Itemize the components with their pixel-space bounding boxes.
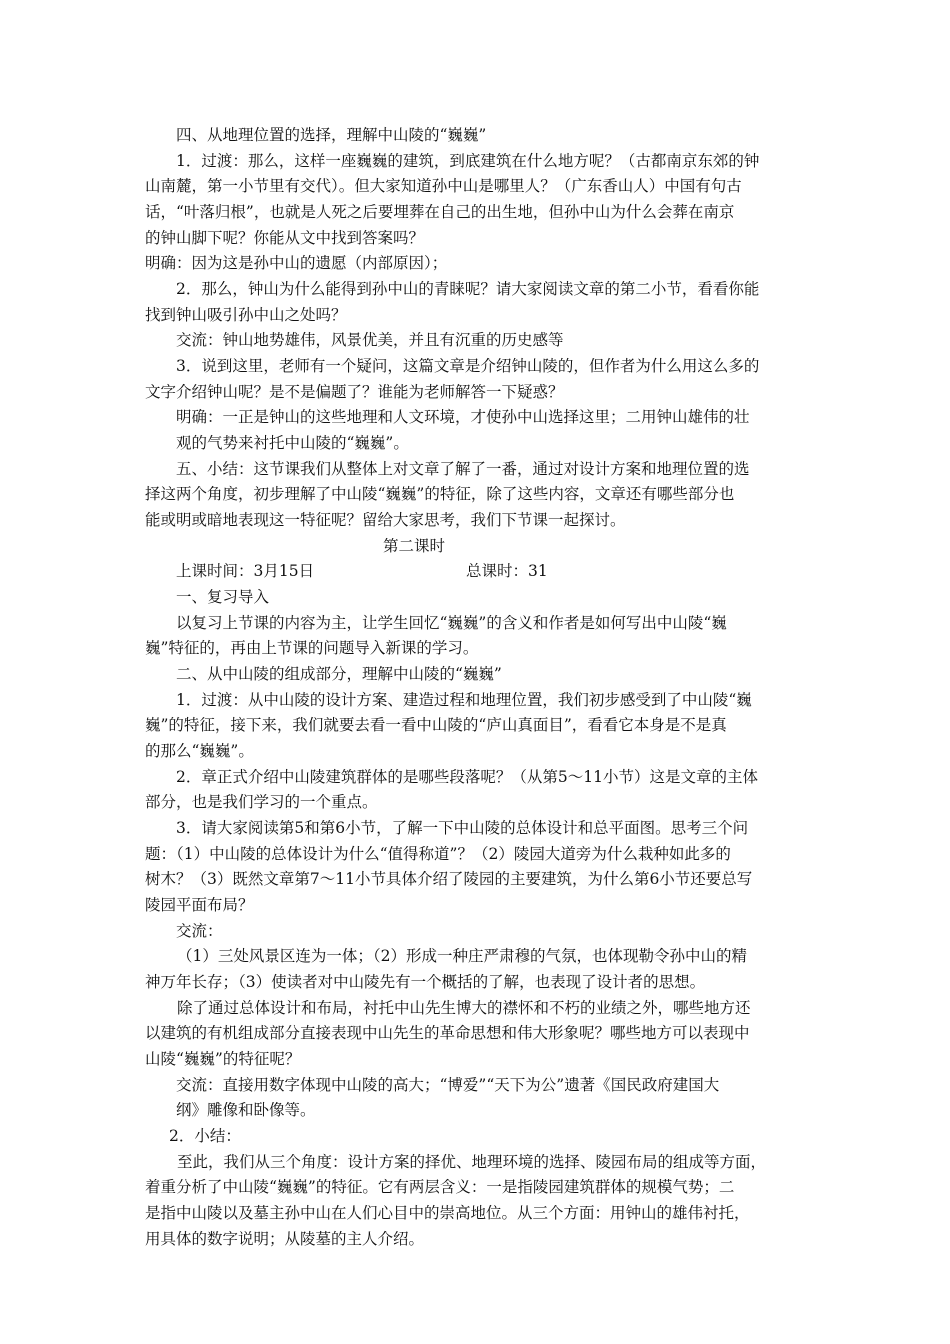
paragraph-line: 3．请大家阅读第5和第6小节，了解一下中山陵的总体设计和总平面图。思考三个问: [176, 819, 749, 837]
section-heading-4: 四、从地理位置的选择，理解中山陵的“巍巍”: [176, 126, 487, 144]
paragraph-line: 除了通过总体设计和布局，衬托中山先生博大的襟怀和不朽的业绩之外，哪些地方还: [177, 999, 751, 1017]
paragraph-line: 的钟山脚下呢？你能从文中找到答案吗？: [145, 229, 425, 247]
section-heading-2: 二、从中山陵的组成部分，理解中山陵的“巍巍”: [176, 665, 502, 683]
summary-label: 2．小结：: [169, 1127, 241, 1145]
paragraph-line: 部分，也是我们学习的一个重点。: [145, 793, 378, 811]
paragraph-line: 2．章正式介绍中山陵建筑群体的是哪些段落呢？（从第5～11小节）这是文章的主体: [176, 768, 758, 786]
section-heading-1: 一、复习导入: [176, 588, 270, 606]
paragraph-line: 1．过渡：那么，这样一座巍巍的建筑，到底建筑在什么地方呢？（古都南京东郊的钟: [176, 152, 760, 170]
paragraph-line: 树木？（3）既然文章第7～11小节具体介绍了陵园的主要建筑，为什么第6小节还要总写: [145, 870, 753, 888]
paragraph-line: 纲》雕像和卧像等。: [176, 1101, 316, 1119]
paragraph-line: 1．过渡：从中山陵的设计方案、建造过程和地理位置，我们初步感受到了中山陵“巍: [176, 691, 752, 709]
paragraph-line: 3．说到这里，老师有一个疑问，这篇文章是介绍钟山陵的，但作者为什么用这么多的: [176, 357, 760, 375]
total-periods: 总课时：31: [466, 562, 548, 580]
exchange-label: 交流：: [176, 922, 223, 940]
paragraph-line: 巍”特征的，再由上节课的问题导入新课的学习。: [145, 639, 479, 657]
paragraph-line: 题：（1）中山陵的总体设计为什么“值得称道”？（2）陵园大道旁为什么栽种如此多的: [145, 845, 731, 863]
class-date: 上课时间：3月15日: [176, 562, 315, 580]
paragraph-line: 以建筑的有机组成部分直接表现中山先生的革命思想和伟大形象呢？哪些地方可以表现中: [145, 1024, 750, 1042]
paragraph-line: 用具体的数字说明；从陵墓的主人介绍。: [145, 1230, 425, 1248]
paragraph-line: 观的气势来衬托中山陵的“巍巍”。: [176, 434, 409, 452]
paragraph-line: 找到钟山吸引孙中山之处吗？: [145, 306, 347, 324]
paragraph-line: （1）三处风景区连为一体；（2）形成一种庄严肃穆的气氛，也体现勒令孙中山的精: [177, 947, 747, 965]
paragraph-line: 山南麓，第一小节里有交代）。但大家知道孙中山是哪里人？（广东香山人）中国有句古: [145, 177, 742, 195]
paragraph-line: 以复习上节课的内容为主，让学生回忆“巍巍”的含义和作者是如何写出中山陵“巍: [176, 614, 727, 632]
paragraph-line: 交流：直接用数字体现中山陵的高大；“博爱”“天下为公”遗著《国民政府建国大: [176, 1076, 720, 1094]
paragraph-line: 话，“叶落归根”，也就是人死之后要埋葬在自己的出生地，但孙中山为什么会葬在南京: [145, 203, 735, 221]
paragraph-line: 神万年长存；（3）使读者对中山陵先有一个概括的了解，也表现了设计者的思想。: [145, 973, 706, 991]
paragraph-line: 陵园平面布局？: [145, 896, 254, 914]
paragraph-line: 明确：因为这是孙中山的遗愿（内部原因）；: [145, 254, 448, 272]
paragraph-line: 是指中山陵以及墓主孙中山在人们心目中的崇高地位。从三个方面：用钟山的雄伟衬托，: [145, 1204, 750, 1222]
paragraph-line: 交流：钟山地势雄伟，风景优美，并且有沉重的历史感等: [176, 331, 564, 349]
paragraph-line: 巍”的特征，接下来，我们就要去看一看中山陵的“庐山真面目”，看看它本身是不是真: [145, 716, 727, 734]
section-heading-5: 五、小结：这节课我们从整体上对文章了解了一番，通过对设计方案和地理位置的选: [176, 460, 750, 478]
paragraph-line: 着重分析了中山陵“巍巍”的特征。它有两层含义：一是指陵园建筑群体的规模气势；二: [145, 1178, 735, 1196]
paragraph-line: 能或明或暗地表现这一特征呢？留给大家思考，我们下节课一起探讨。: [145, 511, 626, 529]
paragraph-line: 文字介绍钟山呢？是不是偏题了？谁能为老师解答一下疑惑？: [145, 383, 564, 401]
paragraph-line: 的那么“巍巍”。: [145, 742, 254, 760]
paragraph-line: 明确：一正是钟山的这些地理和人文环境，才使孙中山选择这里；二用钟山雄伟的壮: [176, 408, 750, 426]
paragraph-line: 至此，我们从三个角度：设计方案的择优、地理环境的选择、陵园布局的组成等方面，: [177, 1153, 767, 1171]
paragraph-line: 山陵“巍巍”的特征呢？: [145, 1050, 301, 1068]
paragraph-line: 2．那么，钟山为什么能得到孙中山的青睐呢？请大家阅读文章的第二小节，看看你能: [176, 280, 760, 298]
lesson-title: 第二课时: [383, 537, 446, 555]
paragraph-line: 择这两个角度，初步理解了中山陵“巍巍”的特征，除了这些内容，文章还有哪些部分也: [145, 485, 735, 503]
